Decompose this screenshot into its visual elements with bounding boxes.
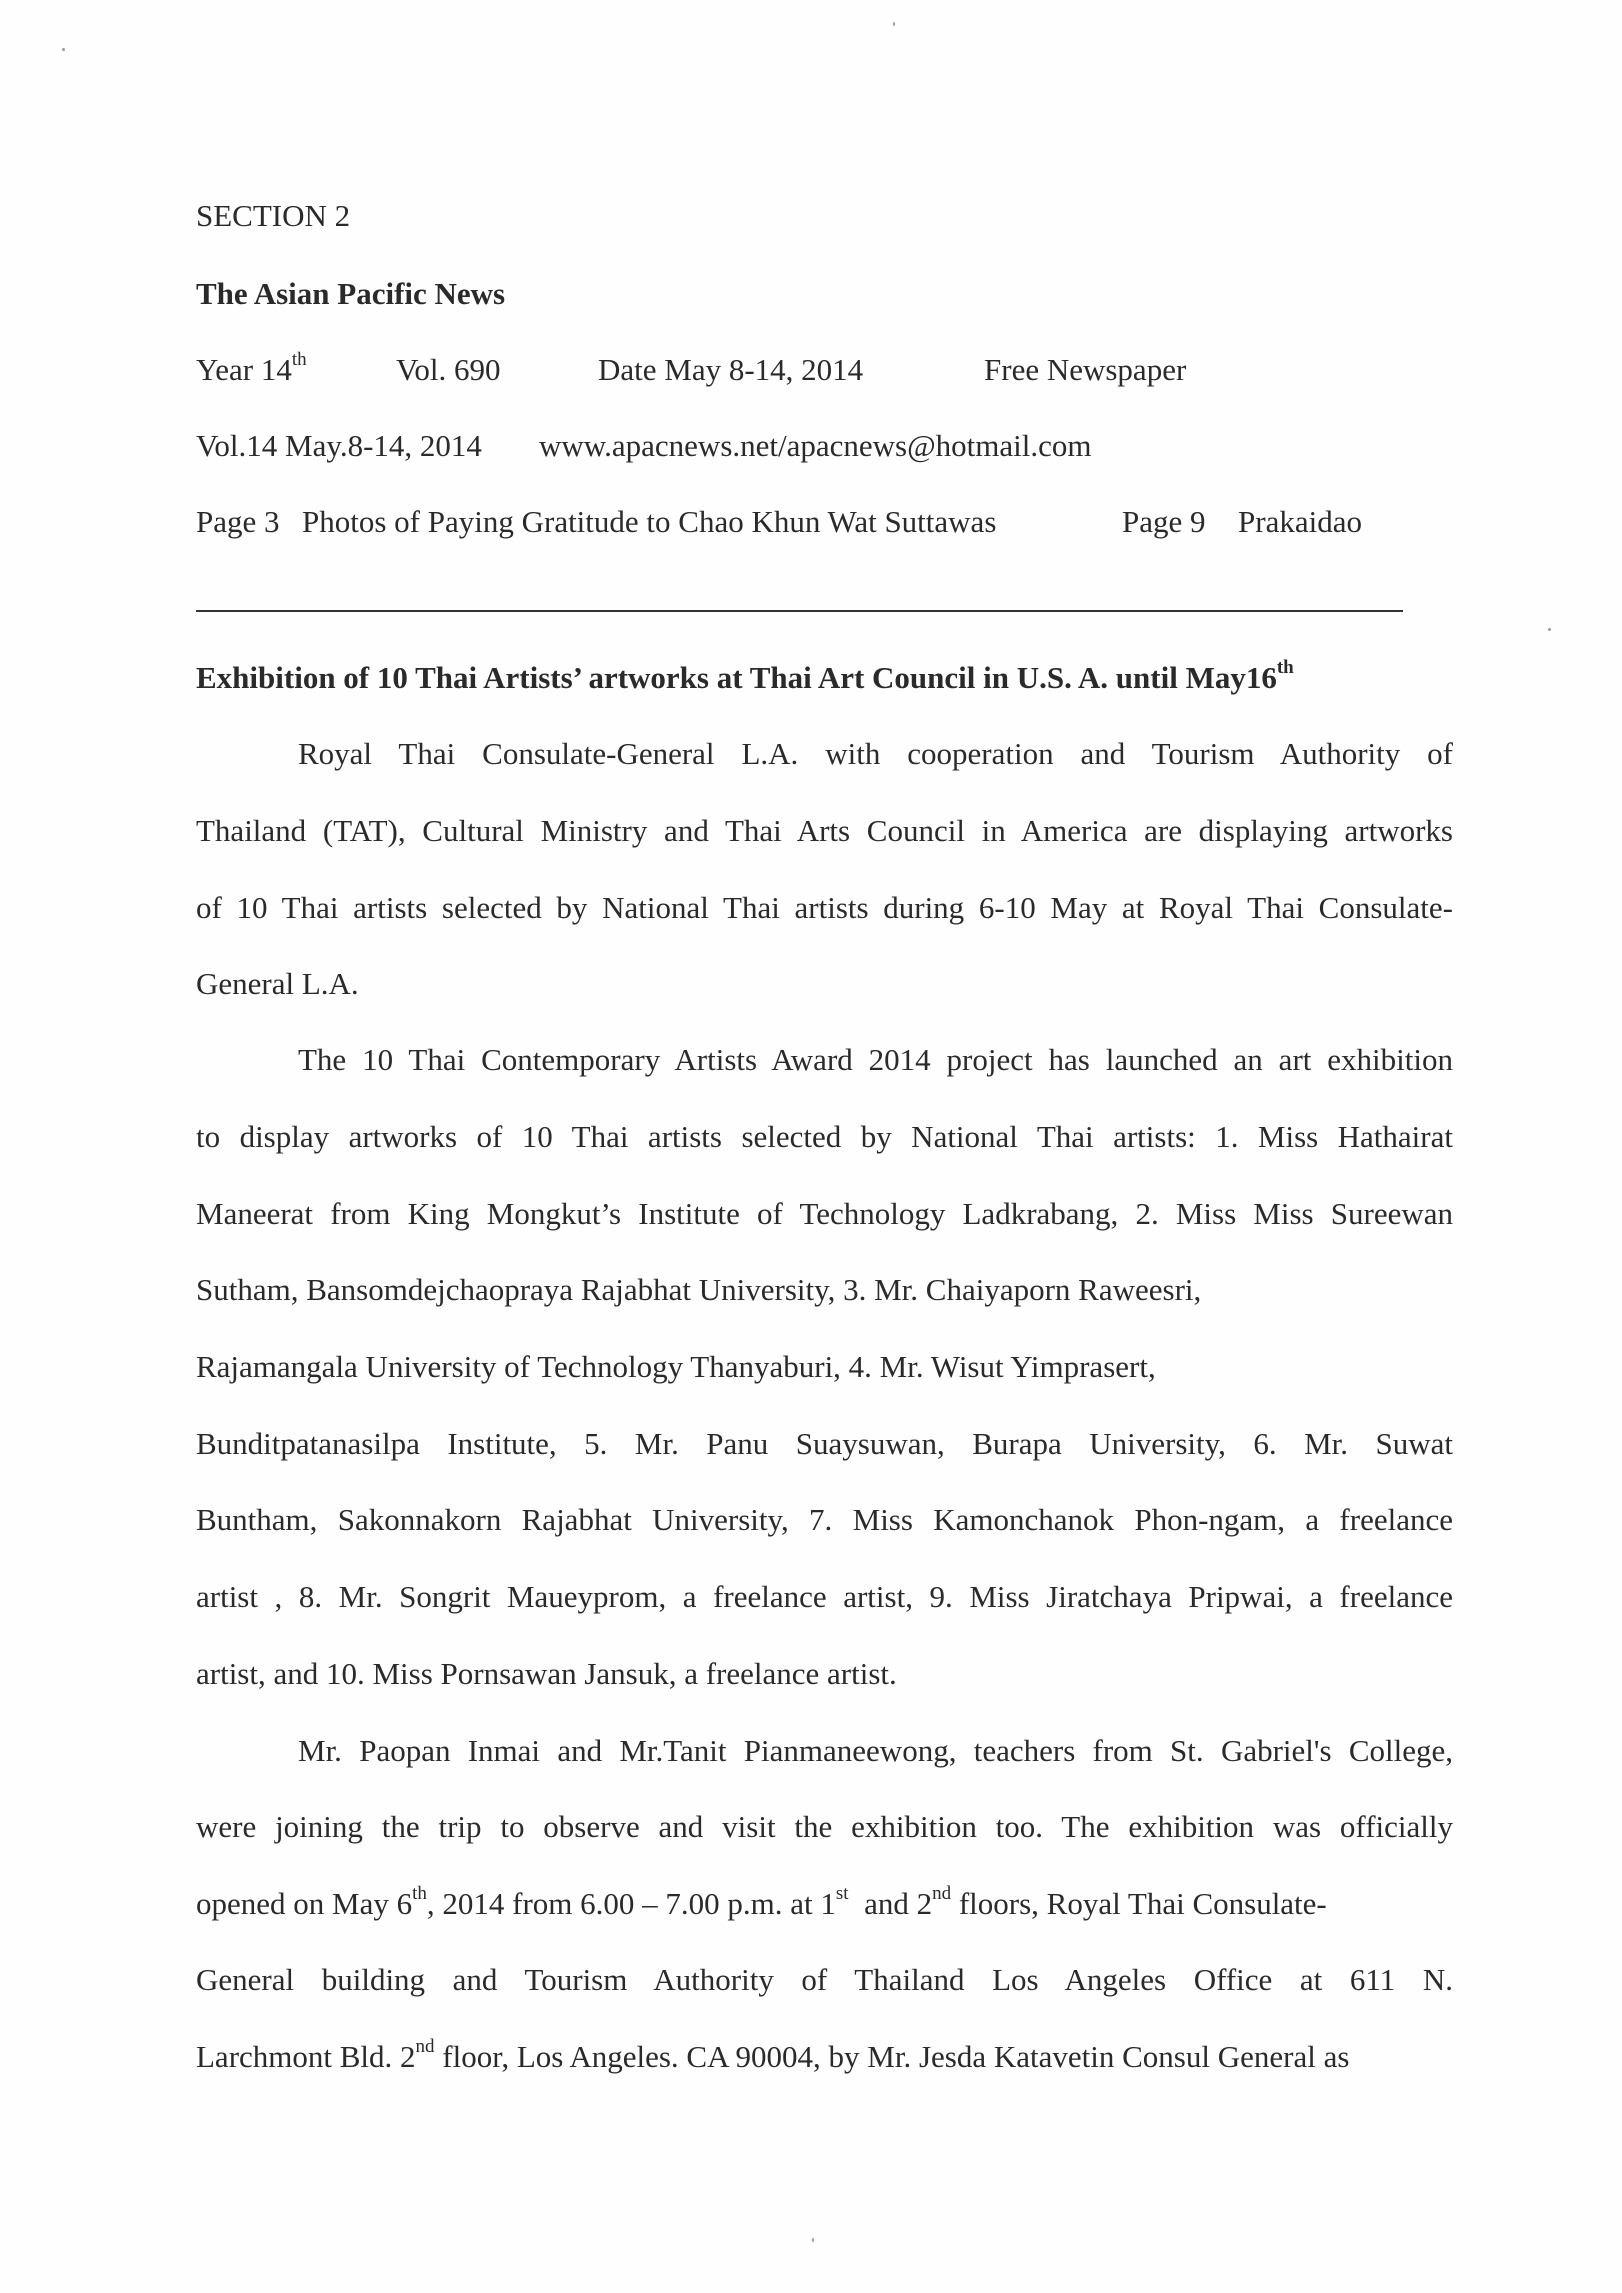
year-label: Year 14th <box>196 348 307 387</box>
text-run: , 2014 from 6.00 – 7.00 p.m. at 1 <box>426 1886 836 1921</box>
paragraph-2-line: artist , 8. Mr. Songrit Maueyprom, a freelance artist, 9. Miss Jiratchaya Pripwai, a freelance <box>196 1579 1453 1614</box>
paragraph-2-line: Bunditpatanasilpa Institute, 5. Mr. Panu Suaysuwan, Burapa University, 6. Mr. Suwat <box>196 1426 1453 1461</box>
paragraph-2-line: to display artworks of 10 Thai artists selected by National Thai artists: 1. Miss Hathairat <box>196 1119 1453 1154</box>
website-email: www.apacnews.net/apacnews@hotmail.com <box>539 428 1092 463</box>
paragraph-1-line: Thailand (TAT), Cultural Ministry and Thai Arts Council in America are displaying artworks <box>196 813 1453 848</box>
paragraph-3-line: General building and Tourism Authority of Thailand Los Angeles Office at 611 N. <box>196 1962 1453 1997</box>
text-run: Larchmont Bld. 2 <box>196 2039 416 2074</box>
vol-date: Vol.14 May.8-14, 2014 <box>196 428 482 463</box>
paragraph-3-line <box>196 2037 1349 2077</box>
paragraph-3-line <box>196 1884 1327 1924</box>
paragraph-1-line: of 10 Thai artists selected by National Thai artists during 6-10 May at Royal Thai Consulate- <box>196 890 1453 925</box>
page3-label: Page 3 <box>196 504 280 539</box>
scan-speck <box>812 2238 814 2242</box>
newspaper-name: The Asian Pacific News <box>196 276 506 311</box>
superscript: st <box>835 1882 849 1904</box>
paragraph-2-line: The 10 Thai Contemporary Artists Award 2014 project has launched an art exhibition <box>298 1042 1453 1077</box>
text-run: opened on May 6 <box>196 1886 413 1921</box>
paragraph-2-line: Buntham, Sakonnakorn Rajabhat University, 7. Miss Kamonchanok Phon-ngam, a freelance <box>196 1502 1453 1537</box>
issue-date: Date May 8-14, 2014 <box>598 352 864 387</box>
paragraph-3-line: were joining the trip to observe and visit the exhibition too. The exhibition was officially <box>196 1809 1453 1844</box>
superscript: nd <box>415 2035 435 2057</box>
paragraph-2-line: Rajamangala University of Technology Thanyaburi, 4. Mr. Wisut Yimprasert, <box>196 1349 1156 1384</box>
header-divider <box>196 610 1403 612</box>
superscript: th <box>412 1882 427 1904</box>
paragraph-2-line: Sutham, Bansomdejchaopraya Rajabhat University, 3. Mr. Chaiyaporn Raweesri, <box>196 1272 1202 1307</box>
superscript: nd <box>932 1882 952 1904</box>
scan-speck <box>893 22 895 26</box>
scan-speck <box>62 48 65 51</box>
section-label: SECTION 2 <box>196 198 351 233</box>
volume-label: Vol. 690 <box>396 352 501 387</box>
paragraph-3-line: Mr. Paopan Inmai and Mr.Tanit Pianmaneewong, teachers from St. Gabriel's College, <box>298 1733 1453 1768</box>
page9-label: Page 9 <box>1122 504 1206 539</box>
page9-title: Prakaidao <box>1238 504 1362 539</box>
paragraph-2-line: artist, and 10. Miss Pornsawan Jansuk, a freelance artist. <box>196 1656 897 1691</box>
text-run: floor, Los Angeles. CA 90004, by Mr. Jesda Katavetin Consul General as <box>434 2039 1350 2074</box>
scan-speck <box>1548 628 1551 631</box>
paragraph-1-line: General L.A. <box>196 966 359 1001</box>
paragraph-2-line: Maneerat from King Mongkut’s Institute of Technology Ladkrabang, 2. Miss Miss Sureewan <box>196 1196 1453 1231</box>
price-label: Free Newspaper <box>984 352 1187 387</box>
text-run: floors, Royal Thai Consulate- <box>951 1886 1327 1921</box>
page3-title: Photos of Paying Gratitude to Chao Khun Wat Suttawas <box>302 504 997 539</box>
paragraph-1-line: Royal Thai Consulate-General L.A. with cooperation and Tourism Authority of <box>298 736 1453 771</box>
text-run: and 2 <box>848 1886 933 1921</box>
article-title: Exhibition of 10 Thai Artists’ artworks at Thai Art Council in U.S. A. until May16th <box>196 656 1294 695</box>
